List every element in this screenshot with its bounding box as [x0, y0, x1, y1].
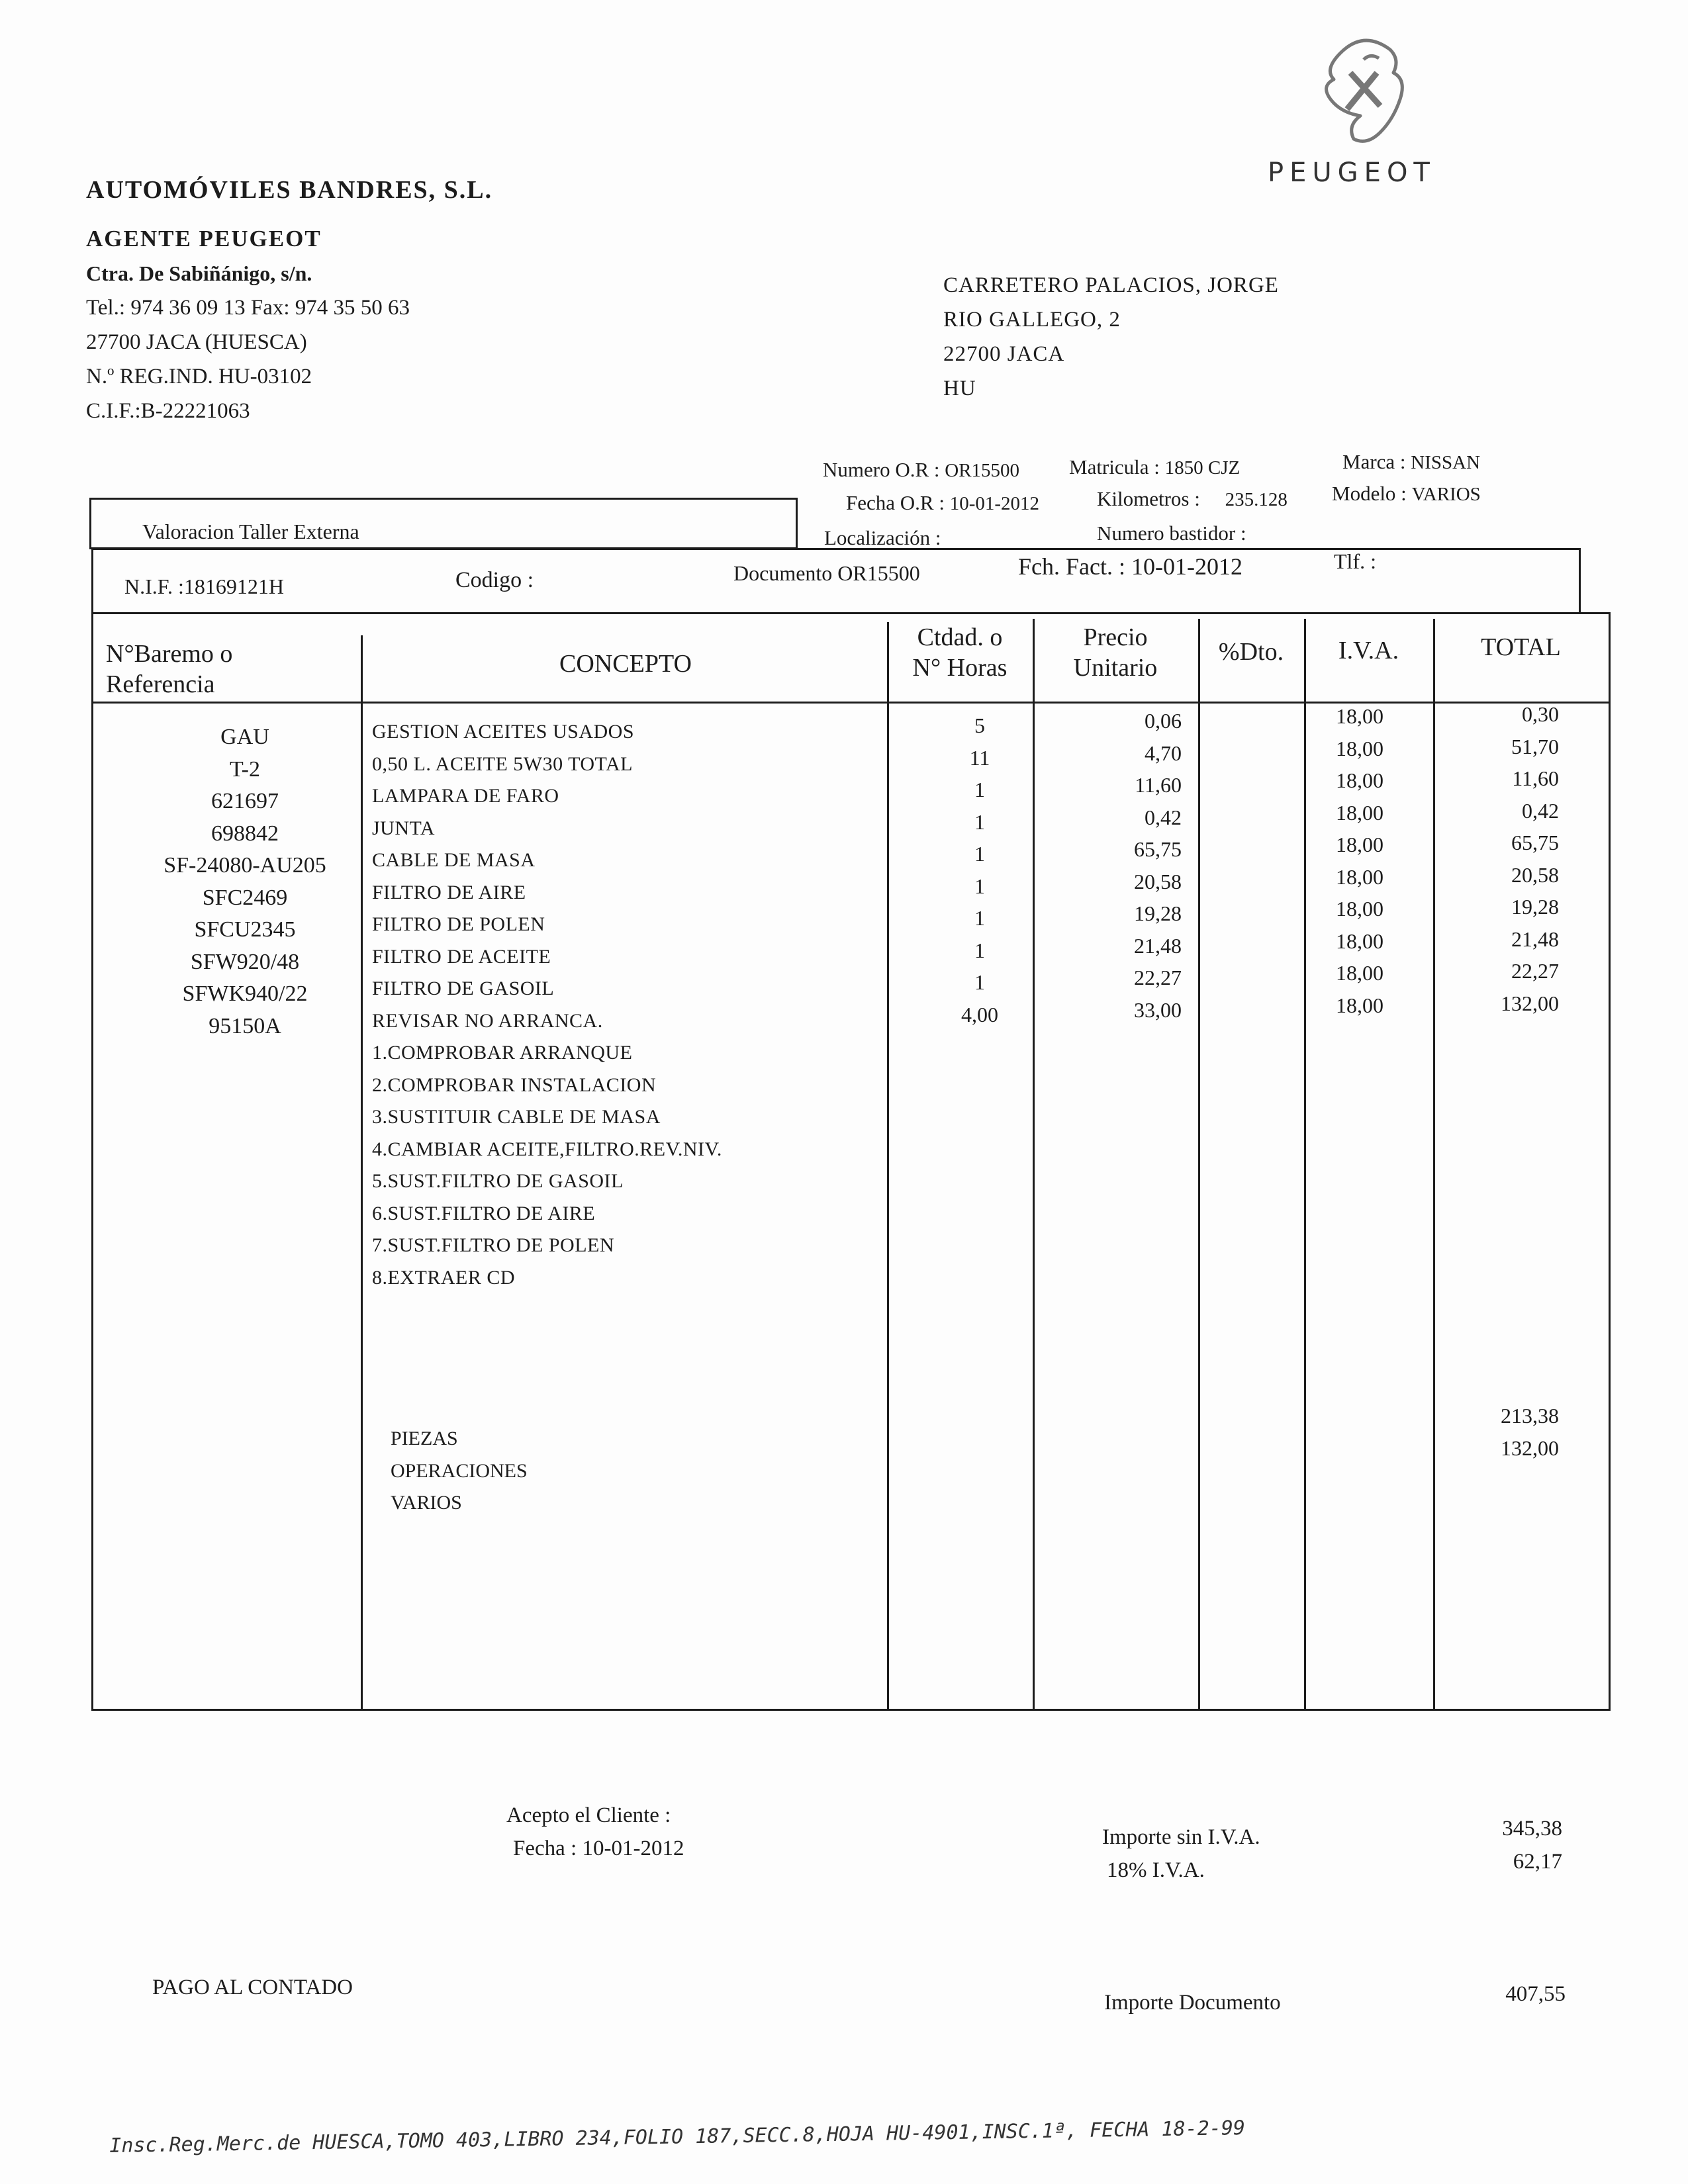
price-cell: 20,58 — [1134, 869, 1182, 893]
order-bastidor-label: Numero bastidor : — [1097, 522, 1246, 545]
summary-label: VARIOS — [391, 1492, 462, 1514]
documento-label: Documento OR15500 — [733, 561, 920, 585]
summary-label: OPERACIONES — [391, 1459, 528, 1482]
iva-cell: 18,00 — [1336, 736, 1383, 760]
total-cell: 21,48 — [1511, 927, 1559, 951]
order-matricula-value: 1850 CJZ — [1164, 457, 1241, 478]
footer-fecha: Fecha : 10-01-2012 — [513, 1837, 684, 1860]
acepto-cliente-label: Acepto el Cliente : — [506, 1803, 671, 1827]
company-phone: Tel.: 974 36 09 13 Fax: 974 35 50 63 — [86, 296, 410, 320]
price-cell: 19,28 — [1134, 901, 1182, 925]
concepto-column — [372, 716, 722, 1294]
qty-cell: 1 — [974, 778, 985, 801]
header-qty-line2: N° Horas — [912, 654, 1008, 682]
company-street: Ctra. De Sabiñánigo, s/n. — [86, 261, 312, 285]
tlf-label: Tlf. : — [1334, 549, 1376, 573]
header-dto: %Dto. — [1218, 638, 1284, 666]
qty-cell: 1 — [974, 809, 985, 834]
total-cell: 0,42 — [1522, 798, 1559, 823]
order-modelo-value: VARIOS — [1411, 484, 1481, 505]
order-marca-label: Marca : — [1342, 450, 1406, 473]
iva-label: 18% I.V.A. — [1107, 1858, 1205, 1882]
header-price-line1: Precio — [1083, 623, 1148, 651]
ref-cell: GAU — [220, 725, 269, 749]
order-fecha-value: 10-01-2012 — [949, 493, 1040, 514]
price-column — [1059, 705, 1182, 1026]
concepto-cell: CABLE DE MASA — [372, 849, 536, 871]
total-cell: 19,28 — [1511, 895, 1559, 919]
ref-cell: SF-24080-AU205 — [164, 853, 326, 878]
lion-icon — [1301, 33, 1427, 152]
qty-cell: 11 — [969, 745, 990, 770]
client-province: HU — [943, 377, 976, 400]
order-marca-value: NISSAN — [1411, 452, 1481, 473]
qty-cell: 1 — [974, 906, 985, 930]
header-ref — [106, 639, 232, 700]
header-ref-line2: Referencia — [106, 670, 215, 698]
total-cell: 132,00 — [1501, 991, 1559, 1015]
pago-contado: PAGO AL CONTADO — [152, 1976, 353, 1999]
company-city: 27700 JACA (HUESCA) — [86, 330, 307, 354]
ref-column — [129, 721, 361, 1042]
ref-cell: SFWK940/22 — [182, 981, 308, 1006]
header-iva: I.V.A. — [1338, 637, 1399, 664]
importe-sin-iva-label: Importe sin I.V.A. — [1102, 1825, 1260, 1849]
iva-column — [1311, 700, 1383, 1021]
registro-mercantil: Insc.Reg.Merc.de HUESCA,TOMO 403,LIBRO 234,FOLIO 187,SECC.8,HOJA HU-4901,INSC.1ª, FECHA 18-2-99 — [109, 2116, 1246, 2158]
order-km — [1097, 487, 1288, 511]
qty-cell: 1 — [974, 938, 985, 962]
header-ref-line1: N°Baremo o — [106, 640, 233, 668]
qty-cell: 1 — [974, 970, 985, 994]
concepto-cell: GESTION ACEITES USADOS — [372, 721, 635, 743]
concepto-cell: FILTRO DE GASOIL — [372, 978, 555, 999]
order-km-label: Kilometros : — [1097, 487, 1200, 510]
header-concepto: CONCEPTO — [559, 650, 692, 678]
total-cell: 11,60 — [1512, 766, 1559, 790]
iva-cell: 18,00 — [1336, 800, 1383, 825]
client-address — [943, 268, 1279, 406]
ref-cell: SFW920/48 — [190, 949, 300, 974]
concepto-cell: 1.COMPROBAR ARRANQUE — [372, 1042, 633, 1064]
valoracion-label: Valoracion Taller Externa — [142, 520, 359, 543]
order-fecha-label: Fecha O.R : — [846, 491, 945, 514]
client-city: 22700 JACA — [943, 342, 1065, 366]
ref-cell: 698842 — [211, 821, 279, 846]
order-numero-value: OR15500 — [945, 460, 1020, 481]
concepto-cell: 0,50 L. ACEITE 5W30 TOTAL — [372, 752, 633, 775]
iva-cell: 18,00 — [1336, 768, 1383, 792]
qty-cell: 1 — [974, 874, 985, 898]
price-cell: 4,70 — [1145, 741, 1182, 765]
header-total: TOTAL — [1481, 633, 1561, 661]
importe-documento-value: 407,55 — [1505, 1982, 1566, 2006]
header-price — [1036, 622, 1195, 683]
client-street: RIO GALLEGO, 2 — [943, 308, 1121, 332]
concepto-cell: FILTRO DE AIRE — [372, 881, 526, 903]
company-name: AUTOMÓVILES BANDRES, S.L. — [86, 176, 493, 204]
concepto-cell: 8.EXTRAER CD — [372, 1266, 515, 1289]
qty-cell: 1 — [974, 842, 985, 866]
concepto-cell: JUNTA — [372, 817, 436, 839]
iva-cell: 18,00 — [1336, 961, 1383, 985]
concepto-cell: 5.SUST.FILTRO DE GASOIL — [372, 1170, 624, 1192]
col-divider-concepto — [887, 622, 889, 1711]
concepto-cell: FILTRO DE ACEITE — [372, 945, 551, 968]
iva-cell: 18,00 — [1336, 864, 1383, 889]
order-km-value: 235.128 — [1225, 489, 1288, 510]
price-cell: 33,00 — [1134, 997, 1182, 1022]
concepto-cell: LAMPARA DE FARO — [372, 785, 559, 807]
qty-cell: 4,00 — [961, 1002, 998, 1026]
iva-cell: 18,00 — [1336, 993, 1383, 1017]
ref-cell: 95150A — [209, 1013, 281, 1038]
total-column — [1430, 698, 1559, 1019]
nif-label: N.I.F. :18169121H — [124, 574, 284, 598]
brand-logo-text: PEUGEOT — [1268, 158, 1436, 188]
concepto-cell: 2.COMPROBAR INSTALACION — [372, 1073, 657, 1096]
order-fecha — [846, 491, 1039, 515]
summary-labels — [391, 1423, 528, 1520]
iva-cell: 18,00 — [1336, 704, 1383, 728]
ref-cell: SFC2469 — [202, 885, 288, 910]
header-price-line2: Unitario — [1073, 654, 1158, 682]
summary-values — [1430, 1400, 1559, 1464]
order-matricula-label: Matricula : — [1069, 455, 1160, 478]
price-cell: 0,06 — [1145, 709, 1182, 733]
importe-documento-label: Importe Documento — [1104, 1991, 1281, 2015]
company-reg: N.º REG.IND. HU-03102 — [86, 365, 312, 388]
order-modelo-label: Modelo : — [1332, 482, 1407, 505]
ref-cell: T-2 — [230, 756, 260, 782]
total-cell: 65,75 — [1511, 831, 1559, 854]
qty-column — [914, 709, 1046, 1030]
summary-value: 213,38 — [1501, 1404, 1559, 1428]
importe-sin-iva-value: 345,38 — [1502, 1817, 1562, 1841]
header-qty-line1: Ctdad. o — [917, 623, 1003, 651]
total-cell: 51,70 — [1511, 734, 1559, 758]
col-divider-dto — [1304, 619, 1306, 1711]
total-cell: 0,30 — [1522, 702, 1559, 726]
company-agent: AGENTE PEUGEOT — [86, 226, 322, 251]
concepto-cell: 7.SUST.FILTRO DE POLEN — [372, 1234, 615, 1256]
iva-cell: 18,00 — [1336, 929, 1383, 953]
ref-cell: 621697 — [211, 789, 279, 813]
order-localizacion-label: Localización : — [824, 526, 941, 549]
client-name: CARRETERO PALACIOS, JORGE — [943, 273, 1279, 297]
col-divider-price — [1198, 619, 1200, 1711]
iva-value: 62,17 — [1513, 1850, 1562, 1874]
iva-cell: 18,00 — [1336, 897, 1383, 921]
total-cell: 22,27 — [1511, 959, 1559, 983]
price-cell: 65,75 — [1134, 837, 1182, 861]
company-cif: C.I.F.:B-22221063 — [86, 399, 250, 423]
concepto-cell: 4.CAMBIAR ACEITE,FILTRO.REV.NIV. — [372, 1138, 722, 1160]
price-cell: 22,27 — [1134, 966, 1182, 989]
concepto-cell: 6.SUST.FILTRO DE AIRE — [372, 1202, 596, 1224]
iva-cell: 18,00 — [1336, 833, 1383, 856]
order-numero — [823, 458, 1019, 482]
summary-label: PIEZAS — [391, 1428, 458, 1449]
order-matricula — [1069, 455, 1240, 479]
company-address — [86, 222, 410, 428]
total-cell: 20,58 — [1511, 862, 1559, 887]
price-cell: 11,60 — [1135, 773, 1182, 797]
concepto-cell: 3.SUSTITUIR CABLE DE MASA — [372, 1106, 661, 1128]
codigo-label: Codigo : — [455, 568, 534, 592]
header-qty — [890, 622, 1029, 683]
price-cell: 21,48 — [1134, 933, 1182, 958]
price-cell: 0,42 — [1145, 805, 1182, 829]
ref-cell: SFCU2345 — [194, 917, 296, 942]
order-modelo — [1332, 482, 1481, 506]
summary-value: 132,00 — [1501, 1435, 1559, 1460]
col-divider-ref — [361, 635, 363, 1711]
order-numero-label: Numero O.R : — [823, 458, 940, 481]
concepto-cell: REVISAR NO ARRANCA. — [372, 1009, 603, 1032]
fch-fact-label: Fch. Fact. : 10-01-2012 — [1018, 553, 1243, 580]
qty-cell: 5 — [974, 713, 985, 737]
concepto-cell: FILTRO DE POLEN — [372, 913, 545, 935]
order-marca — [1342, 450, 1480, 474]
